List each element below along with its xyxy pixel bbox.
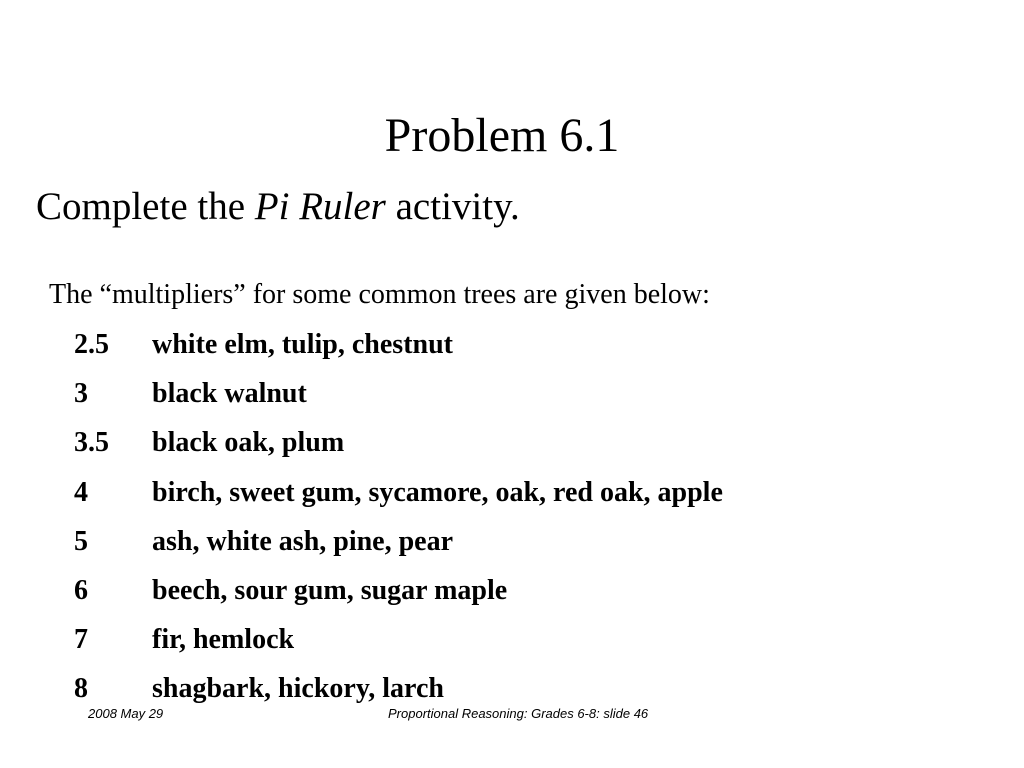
- multiplier-value: 5: [74, 525, 88, 557]
- instruction-text-start: Complete the: [36, 185, 255, 228]
- multiplier-value: 7: [74, 624, 88, 656]
- tree-names: white elm, tulip, chestnut: [152, 329, 453, 360]
- list-item: [74, 426, 723, 475]
- multiplier-value: 3: [74, 378, 88, 410]
- tree-names: black oak, plum: [152, 427, 345, 459]
- tree-names: shagbark, hickory, larch: [152, 673, 444, 705]
- pi-ruler-activity-name: Pi Ruler: [254, 185, 386, 228]
- footer-slide-info: Proportional Reasoning: Grades 6-8: slide 46: [388, 706, 649, 721]
- list-item: [74, 476, 723, 525]
- multiplier-value: 8: [74, 673, 88, 705]
- footer-date: 2008 May 29: [88, 706, 164, 721]
- tree-multiplier-list: [74, 328, 723, 722]
- list-item: [74, 525, 723, 574]
- instruction-text-end: activity.: [385, 185, 520, 228]
- tree-names: ash, white ash, pine, pear: [152, 525, 454, 557]
- list-item: [74, 328, 723, 377]
- multiplier-value: 4: [74, 476, 88, 508]
- tree-names: fir, hemlock: [152, 624, 295, 656]
- multiplier-value: 3.5: [74, 427, 109, 459]
- tree-names: black walnut: [152, 378, 307, 410]
- tree-names: birch, sweet gum, sycamore, oak, red oak, apple: [152, 476, 723, 508]
- list-item: [74, 377, 723, 426]
- list-item: [74, 623, 723, 672]
- list-item: [74, 574, 723, 623]
- multipliers-intro: The “multipliers” for some common trees are given below:: [49, 279, 710, 310]
- multiplier-value: 2.5: [74, 329, 109, 360]
- tree-names: beech, sour gum, sugar maple: [152, 574, 508, 606]
- multiplier-value: 6: [74, 574, 88, 606]
- slide-title: Problem 6.1: [384, 109, 620, 162]
- instruction-text: [36, 184, 520, 230]
